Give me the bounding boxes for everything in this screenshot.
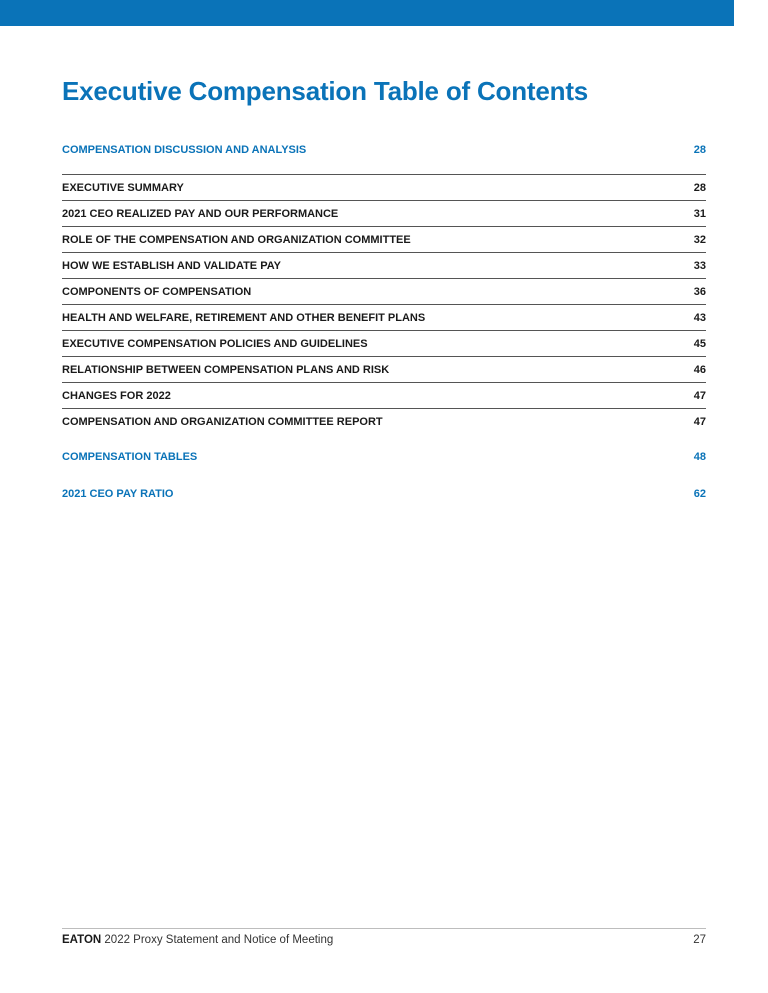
page-footer (62, 934, 706, 946)
toc-item-health-welfare[interactable] (62, 304, 706, 330)
toc-item-label: COMPENSATION AND ORGANIZATION COMMITTEE REPORT (62, 415, 383, 428)
toc-item-label: HEALTH AND WELFARE, RETIREMENT AND OTHER BENEFIT PLANS (62, 311, 426, 324)
toc-item-label: EXECUTIVE COMPENSATION POLICIES AND GUIDELINES (62, 337, 368, 350)
toc-section-page: 28 (693, 144, 706, 156)
toc-item-label: CHANGES FOR 2022 (62, 389, 171, 402)
toc-item-label: HOW WE ESTABLISH AND VALIDATE PAY (62, 259, 281, 272)
toc-item-page: 33 (693, 259, 706, 272)
toc-section-compensation-discussion[interactable] (62, 137, 706, 163)
toc-item-committee-report[interactable] (62, 408, 706, 434)
page-title: Executive Compensation Table of Contents (62, 76, 589, 106)
footer-divider (62, 928, 706, 929)
toc-item-label: COMPONENTS OF COMPENSATION (62, 285, 252, 298)
toc-section-page: 62 (693, 488, 706, 500)
toc-item-changes-for-2022[interactable] (62, 382, 706, 408)
toc-item-executive-summary[interactable] (62, 174, 706, 200)
table-of-contents (62, 137, 706, 507)
toc-item-label: ROLE OF THE COMPENSATION AND ORGANIZATION COMMITTEE (62, 233, 411, 246)
toc-item-label: EXECUTIVE SUMMARY (62, 181, 184, 194)
top-color-bar (0, 0, 734, 26)
toc-item-page: 46 (693, 363, 706, 376)
toc-item-page: 31 (693, 207, 706, 220)
footer-brand: EATON (62, 934, 102, 946)
toc-item-plans-and-risk[interactable] (62, 356, 706, 382)
toc-item-establish-validate-pay[interactable] (62, 252, 706, 278)
toc-section-label: COMPENSATION TABLES (62, 451, 198, 463)
toc-item-ceo-realized-pay[interactable] (62, 200, 706, 226)
toc-item-page: 28 (693, 181, 706, 194)
toc-section-ceo-pay-ratio[interactable] (62, 481, 706, 507)
toc-item-page: 47 (693, 389, 706, 402)
toc-item-role-of-committee[interactable] (62, 226, 706, 252)
footer-text: 2022 Proxy Statement and Notice of Meeting (104, 934, 334, 946)
toc-section-label: COMPENSATION DISCUSSION AND ANALYSIS (62, 144, 307, 156)
toc-item-page: 36 (693, 285, 706, 298)
toc-item-label: 2021 CEO REALIZED PAY AND OUR PERFORMANCE (62, 207, 339, 220)
toc-section-compensation-tables[interactable] (62, 444, 706, 470)
footer-left (62, 934, 333, 946)
toc-section-label: 2021 CEO PAY RATIO (62, 488, 174, 500)
toc-item-page: 43 (693, 311, 706, 324)
toc-item-page: 45 (693, 337, 706, 350)
toc-item-components-of-compensation[interactable] (62, 278, 706, 304)
toc-item-label: RELATIONSHIP BETWEEN COMPENSATION PLANS AND RISK (62, 363, 390, 376)
toc-item-page: 47 (693, 415, 706, 428)
toc-item-policies-guidelines[interactable] (62, 330, 706, 356)
footer-page-number: 27 (693, 934, 706, 946)
toc-section-page: 48 (693, 451, 706, 463)
toc-item-page: 32 (693, 233, 706, 246)
